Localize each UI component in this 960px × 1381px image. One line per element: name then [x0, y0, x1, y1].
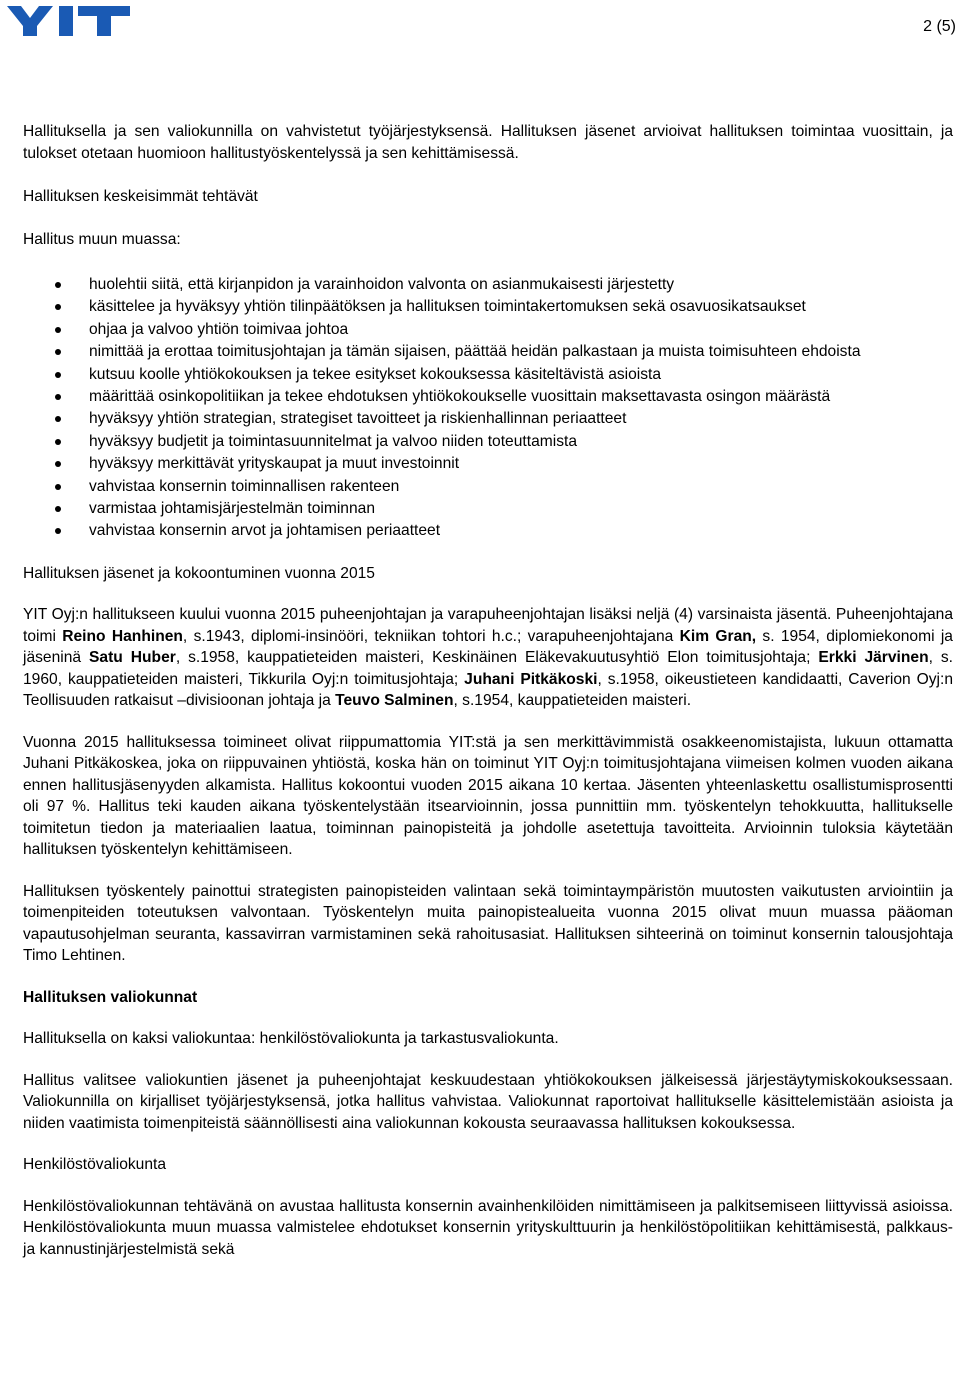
list-item: kutsuu koolle yhtiökokouksen ja tekee esitykset kokouksessa käsiteltävistä asioista [23, 364, 953, 386]
members-text: , s. 1960, kauppatieteiden maisteri, Tikkurila Oyj:n toimitusjohtaja; [23, 649, 954, 688]
members-text: , s.1958, kauppatieteiden maisteri, Keskinäinen Eläkevakuutusyhtiö Elon toimitusjohtaja; [175, 649, 819, 667]
list-item: vahvistaa konsernin arvot ja johtamisen periaatteet [23, 520, 953, 542]
members-paragraph [23, 604, 953, 712]
members-text: s. 1954, diplomiekonomi ja jäseninä [23, 627, 953, 667]
list-item: ohjaa ja valvoo yhtiön toimivaa johtoa [23, 319, 953, 341]
intro-paragraph: Hallituksella ja sen valiokunnilla on vahvistetut työjärjestyksensä. Hallituksen jäsenet arvioivat hallituksen toimintaa vuosittain, ja tulokset otetaan huomioon hallitustyöskentelyssä ja sen kehittämisessä. [23, 123, 953, 162]
members-text: , s.1943, diplomi-insinööri, tekniikan tohtori h.c.; varapuheenjohtajana [182, 627, 680, 645]
focus-paragraph: Hallituksen työskentely painottui strategisten painopisteiden valintaan sekä toimintaympäristön muutosten vaikutusten arviointiin ja toimenpiteiden toteutuksen valvontaan. Työskentelyn muita painopistealueita vuonna 2015 olivat muun muassa pääoman vapautusohjelman seuranta, kassavirran varmistaminen sekä rahoitusasiat. Hallituksen sihteerinä on toiminut konsernin talousjohtaja Timo Lehtinen. [23, 882, 953, 965]
members-text: , s.1954, kauppatieteiden maisteri. [453, 692, 692, 710]
member-name: Kim Gran, [679, 627, 757, 645]
tasks-heading: Hallituksen keskeisimmät tehtävät [23, 187, 258, 205]
member-name: Teuvo Salminen [335, 692, 454, 710]
yit-logo [4, 0, 132, 40]
list-item: varmistaa johtamisjärjestelmän toiminnan [23, 498, 953, 520]
member-name: Reino Hanhinen [62, 627, 183, 645]
member-name: Juhani Pitkäkoski [464, 670, 598, 688]
member-name: Erkki Järvinen [818, 649, 929, 667]
members-heading: Hallituksen jäsenet ja kokoontuminen vuonna 2015 [23, 564, 375, 582]
list-item: käsittelee ja hyväksyy yhtiön tilinpäätöksen ja hallituksen toimintakertomuksen sekä osavuosikatsaukset [23, 296, 953, 318]
list-item: määrittää osinkopolitiikan ja tekee ehdotuksen yhtiökokoukselle vuosittain maksettavasta osingon määrästä [23, 386, 953, 408]
members-text: YIT Oyj:n hallitukseen kuului vuonna 2015 puheenjohtajan ja varapuheenjohtajan lisäksi neljä (4) varsinaista jäsentä. Puheenjohtajana toimi [23, 606, 953, 645]
hr-committee-paragraph: Henkilöstövaliokunnan tehtävänä on avustaa hallitusta konsernin avainhenkilöiden nimittämiseen ja palkitsemiseen liittyvissä asioissa. Henkilöstövaliokunta muun muassa valmistelee ehdotukset konsernin yrityskulttuurin ja henkilöstöpolitiikan kehittämisestä, palkkaus- ja kannustinjärjestelmistä sekä [23, 1197, 953, 1258]
list-item: huolehtii siitä, että kirjanpidon ja varainhoidon valvonta on asianmukaisesti järjestetty [23, 274, 953, 296]
committees-heading: Hallituksen valiokunnat [23, 988, 198, 1006]
tasks-lead: Hallitus muun muassa: [23, 230, 181, 248]
independence-paragraph: Vuonna 2015 hallituksessa toimineet olivat riippumattomia YIT:stä ja sen merkittävimmistä osakkeenomistajista, lukuun ottamatta Juhani Pitkäkoskea, joka on riippuvainen yhtiöstä, koska hän on toiminut YIT Oyj:n toimitusjohtajana viimeisen kolmen vuoden aikana ennen hallitusjäsenyyden alkamista. Hallitus kokoontui vuoden 2015 aikana 10 kertaa. Jäsenten yhteenlaskettu osallistumisprosentti oli 97 %. Hallitus teki kauden aikana työskentelystään itsearvioinnin, jossa punnittiin mm. työskentelyn tehokkuutta, hallitukselle toimitetun tiedon ja materiaalien laatua, toiminnan painopisteitä ja johdolle asetettuja tavoitteita. Arvioinnin tuloksia käytetään hallituksen työskentelyn kehittämiseen. [23, 733, 953, 859]
list-item: hyväksyy budjetit ja toimintasuunnitelmat ja valvoo niiden toteuttamista [23, 431, 953, 453]
list-item: hyväksyy yhtiön strategian, strategiset tavoitteet ja riskienhallinnan periaatteet [23, 408, 953, 430]
members-text: , s.1958, oikeustieteen kandidaatti, Caverion Oyj:n Teollisuuden ratkaisut –divisioonan johtaja ja [23, 670, 954, 710]
list-item: vahvistaa konsernin toiminnallisen rakenteen [23, 476, 953, 498]
committees-paragraph: Hallitus valitsee valiokuntien jäsenet ja puheenjohtajat keskuudestaan yhtiökokouksen jälkeisessä järjestäytymiskokouksessaan. Valiokunnilla on kirjalliset työjärjestyksensä, jotka hallitus vahvistaa. Valiokunnat raportoivat hallitukselle käsittelemistään asioista ja niiden vaatimista toimenpiteistä säännöllisesti aina valiokunnan kokousta seuraavassa hallituksen kokouksessa. [23, 1071, 953, 1132]
board-duties-list [23, 274, 953, 543]
member-name: Satu Huber [89, 649, 176, 667]
document-body [23, 121, 953, 1260]
page-number: 2 (5) [923, 18, 956, 35]
list-item: hyväksyy merkittävät yrityskaupat ja muut investoinnit [23, 453, 953, 475]
hr-committee-heading: Henkilöstövaliokunta [23, 1156, 167, 1174]
list-item: nimittää ja erottaa toimitusjohtajan ja tämän sijaisen, päättää heidän palkastaan ja muista toimisuhteen ehdoista [23, 341, 953, 363]
committees-intro: Hallituksella on kaksi valiokuntaa: henkilöstövaliokunta ja tarkastusvaliokunta. [23, 1030, 559, 1048]
